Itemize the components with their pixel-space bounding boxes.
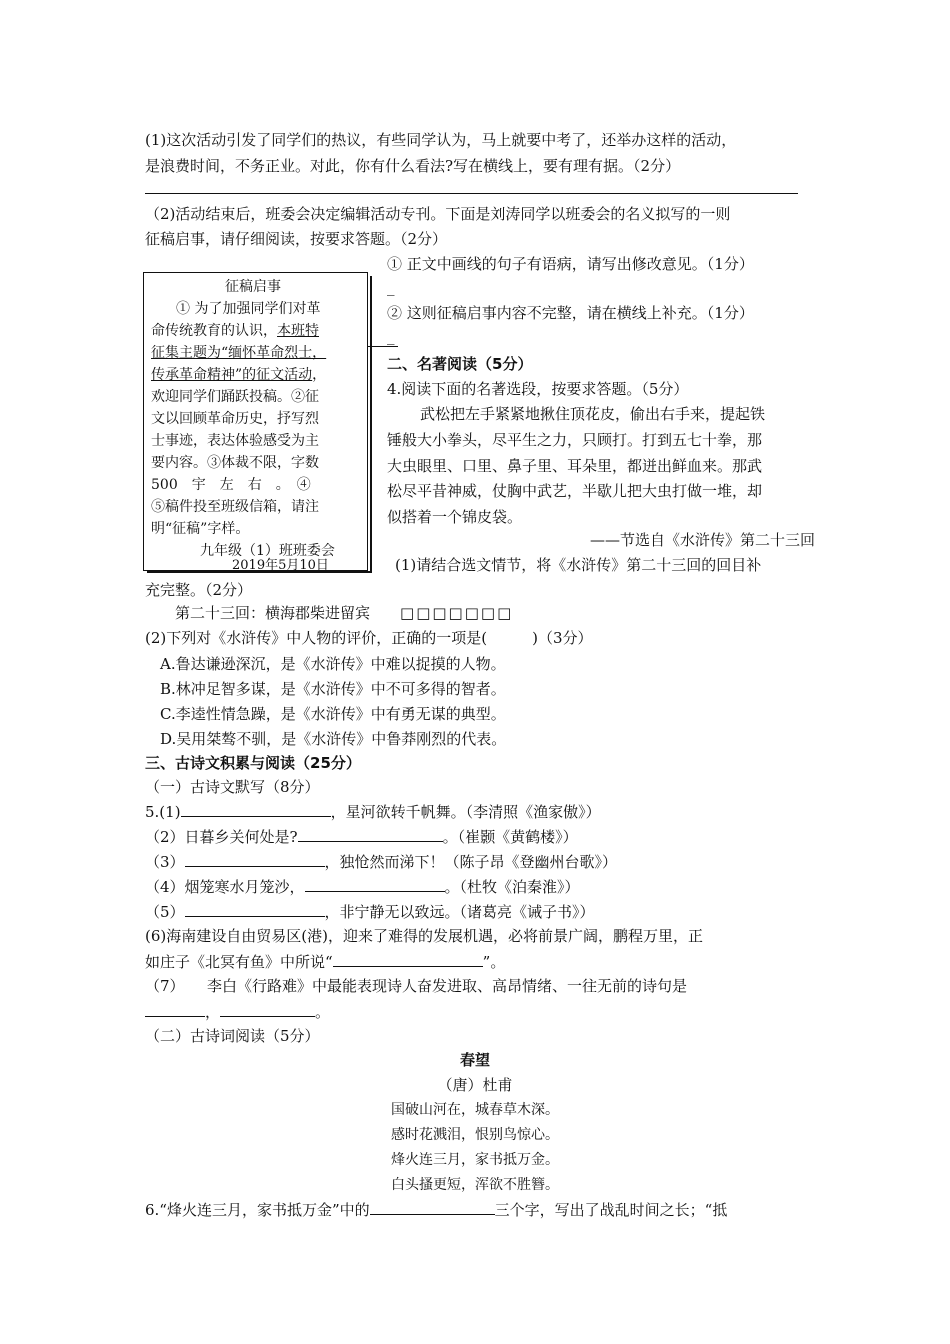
q4-sub1-line1: (1)请结合选文情节，将《水浒传》第二十三回的回目补 (395, 556, 762, 574)
notice-line: ① 为了加强同学们对革 (176, 301, 321, 317)
notice-line: 命传统教育的认识，本班特 (151, 323, 319, 339)
notice-line: 500 宇 左 右 。 ④ (151, 477, 311, 493)
sub-heading-2: （二）古诗词阅读（5分） (145, 1027, 320, 1045)
connector-line (368, 346, 398, 347)
passage-source: ——节选自《水浒传》第二十三回 (590, 531, 816, 549)
option-d[interactable]: D.吴用桀骜不驯，是《水浒传》中鲁莽刚烈的代表。 (160, 730, 507, 748)
option-b[interactable]: B.林冲足智多谋，是《水浒传》中不可多得的智者。 (160, 680, 506, 698)
q1-line1: (1)这次活动引发了同学们的热议，有些同学认为，马上就要中考了，还举办这样的活动， (145, 131, 737, 149)
q1-line2: 是浪费时间，不务正业。对此，你有什么看法?写在横线上，要有理有据。（2分） (145, 157, 681, 175)
passage-line: 武松把左手紧紧地揪住顶花皮，偷出右手来，提起铁 (420, 405, 766, 423)
answer-blank[interactable] (333, 951, 483, 967)
answer-blank[interactable] (220, 1001, 315, 1017)
q2-sub2: ② 这则征稿启事内容不完整，请在横线上补充。（1分） (387, 304, 754, 322)
answer-blank[interactable] (305, 876, 445, 892)
q2-sub1-answer-mark[interactable]: _ (387, 278, 395, 296)
dictation-7-line2: ， 。 (145, 1001, 330, 1022)
answer-blank[interactable] (181, 801, 331, 817)
notice-signature: 九年级（1）班班委会 (200, 543, 335, 559)
q4-sub1-line2: 充完整。（2分） (145, 581, 253, 599)
q4-sub2: (2)下列对《水浒传》中人物的评价，正确的一项是( )（3分） (145, 629, 593, 647)
notice-date: 2019年5月10日 (232, 558, 329, 573)
notice-line: 士事迹，表达体验感受为主 (151, 433, 319, 449)
sub-heading-1: （一）古诗文默写（8分） (145, 778, 320, 796)
passage-line: 锤般大小拳头，尽平生之力，只顾打。打到五七十拳，那 (387, 431, 763, 449)
option-a[interactable]: A.鲁达谦逊深沉，是《水浒传》中难以捉摸的人物。 (160, 655, 506, 673)
dictation-6-line1: (6)海南建设自由贸易区(港)，迎来了难得的发展机遇，必将前景广阔，鹏程万里，正 (145, 927, 703, 945)
notice-line: 传承革命精神”的征文活动， (151, 367, 327, 383)
section-2-heading: 二、名著阅读（5分） (387, 355, 533, 373)
dictation-4: （4）烟笼寒水月笼沙， 。（杜牧《泊秦淮》） (145, 878, 580, 896)
dictation-5: （5） ，非宁静无以致远。（诸葛亮《诫子书》） (145, 903, 595, 921)
q2-sub2-answer-mark[interactable]: _ (387, 327, 395, 345)
dictation-6-line2: 如庄子《北冥有鱼》中所说“ ”。 (145, 953, 506, 971)
dictation-7-line1: （7） 李白《行路难》中最能表现诗人奋发进取、高昂情绪、一往无前的诗句是 (145, 977, 688, 995)
notice-line: 要内容。③体裁不限，字数 (151, 455, 319, 471)
notice-underlined-sentence: 征集主题为“缅怀革命烈士， (151, 345, 327, 361)
notice-title: 征稿启事 (225, 279, 281, 295)
passage-line: 松尽平昔神威，仗胸中武艺，半歇儿把大虫打做一堆，却 (387, 482, 763, 500)
answer-blank[interactable] (370, 1199, 495, 1215)
q2-sub1: ① 正文中画线的句子有语病，请写出修改意见。（1分） (387, 255, 754, 273)
poem-author: （唐）杜甫 (437, 1076, 513, 1094)
chapter-title-line: 第二十三回：横海郡柴进留宾 □□□□□□□ (175, 604, 514, 622)
notice-box-shadow (370, 276, 372, 573)
q2-line2: 征稿启事，请仔细阅读，按要求答题。（2分） (145, 230, 448, 248)
poem-line: 国破山河在，城春草木深。 (391, 1102, 559, 1118)
q6-line1: 6.“烽火连三月，家书抵万金”中的 三个字，写出了战乱时间之长；“抵 (145, 1201, 728, 1219)
dictation-2: （2）日暮乡关何处是? 。（崔颢《黄鹤楼》） (145, 828, 578, 846)
option-c[interactable]: C.李逵性情急躁，是《水浒传》中有勇无谋的典型。 (160, 705, 506, 723)
dictation-1: 5.(1) ，星河欲转千帆舞。（李清照《渔家傲》） (145, 803, 601, 821)
notice-underlined-sentence: 本班特 (277, 323, 319, 339)
passage-line: 似搭着一个锦皮袋。 (387, 508, 523, 526)
notice-line: 文以回顾革命历史，抒写烈 (151, 411, 319, 427)
notice-line: 明“征稿”字样。 (151, 521, 250, 537)
section-3-heading: 三、古诗文积累与阅读（25分） (145, 754, 361, 772)
q2-line1: （2)活动结束后，班委会决定编辑活动专刊。下面是刘涛同学以班委会的名义拟写的一则 (145, 205, 731, 223)
q1-answer-line[interactable] (145, 193, 798, 194)
q4-prompt: 4.阅读下面的名著选段，按要求答题。（5分） (387, 380, 689, 398)
poem-line: 感时花溅泪，恨别鸟惊心。 (391, 1127, 559, 1143)
notice-line: 欢迎同学们踊跃投稿。②征 (151, 389, 319, 405)
notice-underlined-sentence: 传承革命精神”的征文活动 (151, 367, 313, 383)
answer-blank[interactable] (185, 901, 325, 917)
notice-line: ⑤稿件投至班级信箱，请注 (151, 499, 319, 515)
answer-blank[interactable] (298, 826, 443, 842)
answer-boxes[interactable]: □□□□□□□ (400, 604, 514, 622)
poem-title: 春望 (459, 1051, 490, 1069)
answer-blank[interactable] (145, 1001, 205, 1017)
poem-line: 烽火连三月，家书抵万金。 (391, 1152, 559, 1168)
passage-line: 大虫眼里、口里、鼻子里、耳朵里，都迸出鲜血来。那武 (387, 457, 763, 475)
dictation-3: （3） ，独怆然而涕下！（陈子昂《登幽州台歌》） (145, 853, 618, 871)
answer-blank[interactable] (185, 851, 325, 867)
poem-line: 白头搔更短，浑欲不胜簪。 (391, 1177, 559, 1193)
